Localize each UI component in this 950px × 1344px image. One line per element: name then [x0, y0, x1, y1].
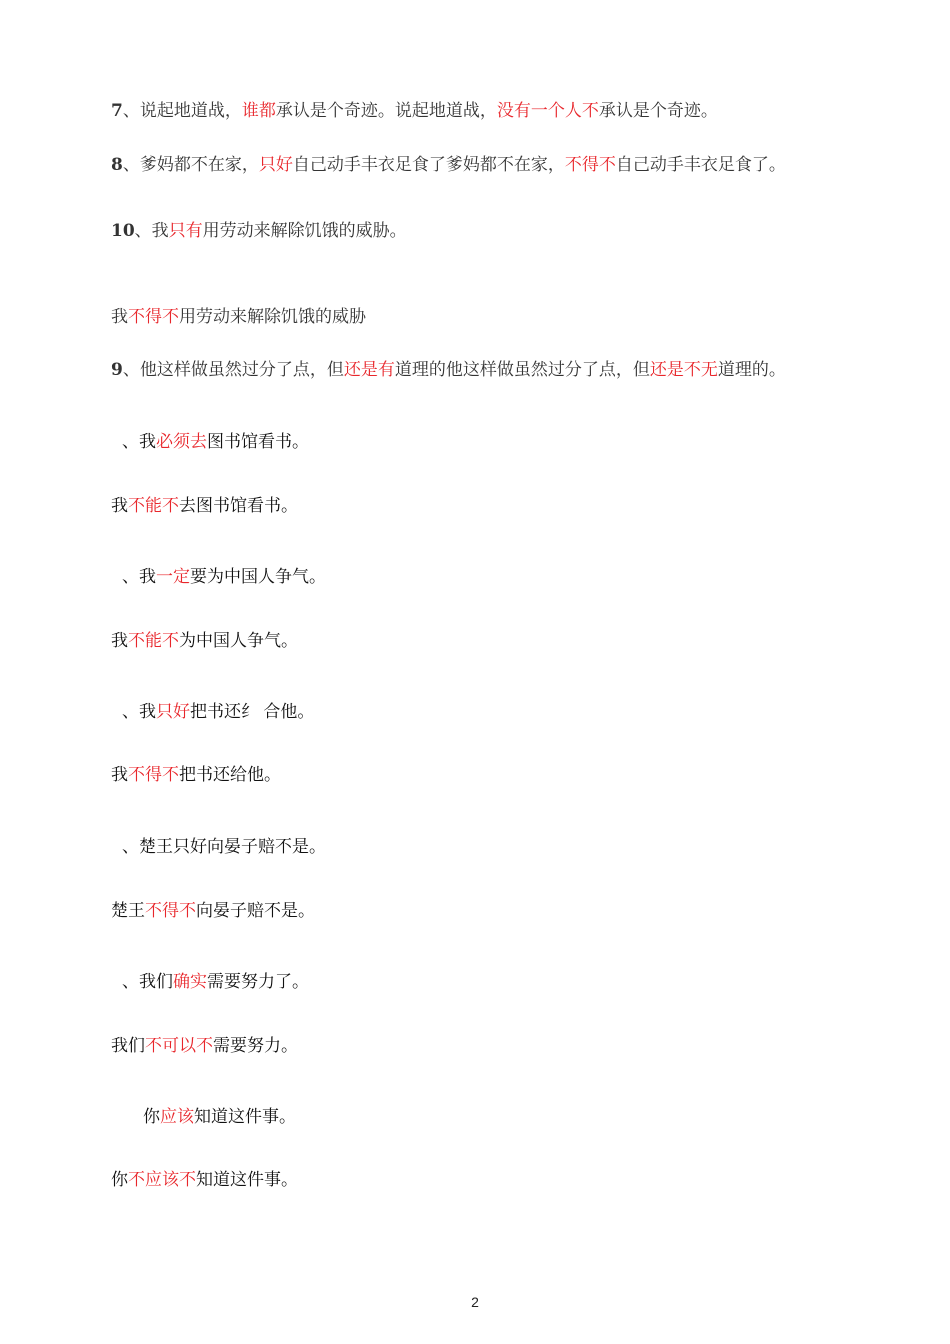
sentence-text: 、我 [134, 221, 169, 241]
sentence-line [111, 220, 407, 242]
highlighted-phrase: 不可以不 [145, 1036, 213, 1056]
sentence-text: 、他这样做虽然过分了点，但 [122, 360, 344, 380]
sentence-text: 承认是个奇迹。说起地道战， [275, 101, 497, 121]
sentence-text: 你 [143, 1107, 160, 1127]
highlighted-phrase: 还是有 [343, 360, 395, 380]
sentence-text: 道理的他这样做虽然过分了点，但 [394, 360, 650, 380]
highlighted-phrase: 不得不 [128, 765, 179, 785]
sentence-text: 道理的。 [717, 360, 786, 380]
highlighted-phrase: 应该 [160, 1107, 194, 1127]
highlighted-phrase: 一定 [156, 567, 190, 587]
highlighted-phrase: 不能不 [128, 631, 179, 651]
sentence-text: 用劳动来解除饥饿的威胁 [179, 307, 366, 327]
sentence-text: 把书还纟 合他。 [190, 702, 315, 722]
highlighted-phrase: 不能不 [128, 496, 179, 516]
sentence-text: 我们 [111, 1036, 145, 1056]
highlighted-phrase: 只有 [168, 221, 203, 241]
sentence-line [111, 900, 315, 922]
sentence-text: 我 [111, 496, 128, 516]
sentence-text: 、爹妈都不在家， [122, 155, 259, 175]
sentence-line [111, 359, 786, 381]
sentence-text: 、我 [122, 567, 156, 587]
sentence-line [122, 836, 326, 858]
sentence-text: 楚王 [111, 901, 145, 921]
sentence-line [122, 431, 309, 453]
sentence-text: 向晏子赔不是。 [196, 901, 315, 921]
sentence-text: 、我 [122, 432, 156, 452]
item-number: 8 [111, 155, 123, 175]
highlighted-phrase: 只好 [258, 155, 293, 175]
highlighted-phrase: 不得不 [128, 307, 179, 327]
page-number: 2 [471, 1294, 479, 1310]
highlighted-phrase: 谁都 [241, 101, 276, 121]
highlighted-phrase: 没有一个人不 [496, 101, 599, 121]
item-number: 7 [111, 101, 123, 121]
item-number: 9 [111, 360, 123, 380]
highlighted-phrase: 只好 [156, 702, 190, 722]
highlighted-phrase: 不得不 [145, 901, 196, 921]
sentence-text: 我 [111, 765, 128, 785]
sentence-line [111, 154, 786, 176]
sentence-line [111, 630, 298, 652]
sentence-line [111, 306, 366, 328]
sentence-text: 图书馆看书。 [207, 432, 309, 452]
sentence-line [122, 566, 326, 588]
sentence-text: 自己动手丰衣足食了。 [615, 155, 786, 175]
highlighted-phrase: 还是不无 [649, 360, 718, 380]
sentence-text: 我 [111, 307, 128, 327]
sentence-text: 、说起地道战， [122, 101, 242, 121]
sentence-text: 知道这件事。 [196, 1170, 298, 1190]
sentence-text: 要为中国人争气。 [190, 567, 326, 587]
sentence-line [111, 100, 718, 122]
sentence-text: 承认是个奇迹。 [598, 101, 718, 121]
highlighted-phrase: 不应该不 [128, 1170, 196, 1190]
sentence-text: 、楚王只好向晏子赔不是。 [122, 837, 326, 857]
sentence-text: 需要努力。 [213, 1036, 298, 1056]
sentence-text: 你 [111, 1170, 128, 1190]
sentence-text: 用劳动来解除饥饿的威胁。 [202, 221, 407, 241]
sentence-text: 去图书馆看书。 [179, 496, 298, 516]
highlighted-phrase: 不得不 [564, 155, 616, 175]
sentence-text: 把书还给他。 [179, 765, 281, 785]
sentence-text: 我 [111, 631, 128, 651]
sentence-line [111, 495, 298, 517]
sentence-line [122, 701, 314, 723]
item-number: 10 [111, 221, 135, 241]
sentence-line [111, 1169, 298, 1191]
sentence-text: 自己动手丰衣足食了爹妈都不在家， [292, 155, 565, 175]
sentence-line [111, 764, 281, 786]
sentence-line [111, 1035, 298, 1057]
highlighted-phrase: 确实 [173, 972, 207, 992]
sentence-text: 为中国人争气。 [179, 631, 298, 651]
sentence-text: 、我们 [122, 972, 173, 992]
sentence-text: 需要努力了。 [207, 972, 309, 992]
sentence-text: 、我 [122, 702, 156, 722]
sentence-text: 知道这件事。 [194, 1107, 296, 1127]
sentence-line [122, 971, 309, 993]
highlighted-phrase: 必须去 [156, 432, 207, 452]
sentence-line [143, 1106, 296, 1128]
